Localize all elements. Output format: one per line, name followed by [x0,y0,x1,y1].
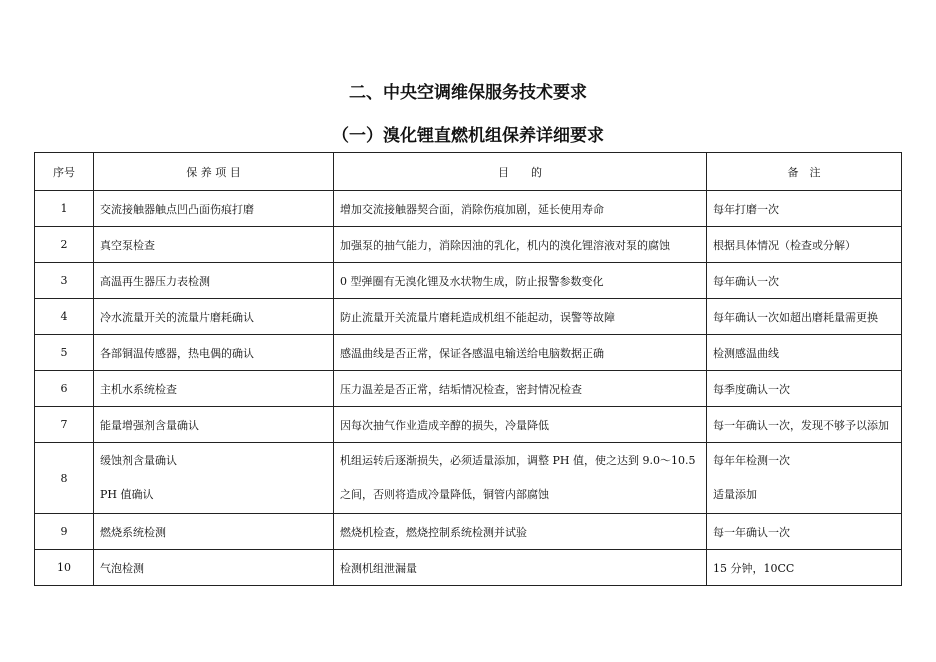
row-purpose-line: 机组运转后逐渐损失，必须适量添加，调整 PH 值，使之达到 9.0～10.5 [340,454,696,467]
table-row [35,407,902,443]
row-item: 能量增强剂含量确认 [94,407,334,443]
row-no: 9 [35,514,94,550]
row-item: 高温再生器压力表检测 [94,263,334,299]
row-purpose: 感温曲线是否正常，保证各感温电输送给电脑数据正确 [334,335,707,371]
row-no: 5 [35,335,94,371]
row-purpose: 0 型弹圈有无溴化锂及水状物生成，防止报警参数变化 [334,263,707,299]
row-purpose: 因每次抽气作业造成辛醇的损失，冷量降低 [334,407,707,443]
row-no: 8 [35,443,94,514]
table-row [35,227,902,263]
row-note: 每年打磨一次 [707,191,902,227]
row-note: 每年确认一次如超出磨耗量需更换 [707,299,902,335]
row-note: 每一年确认一次，发现不够予以添加 [707,407,902,443]
row-purpose: 防止流量开关流量片磨耗造成机组不能起动，误警等故障 [334,299,707,335]
row-item: 交流接触器触点凹凸面伤痕打磨 [94,191,334,227]
row-item [94,443,334,514]
header-item: 保 养 项 目 [94,153,334,191]
table-row [35,550,902,586]
row-no: 6 [35,371,94,407]
row-note: 检测感温曲线 [707,335,902,371]
header-purpose: 目 的 [334,153,707,191]
row-purpose: 加强泵的抽气能力，消除因油的乳化，机内的溴化锂溶液对泵的腐蚀 [334,227,707,263]
row-item-line: 缓蚀剂含量确认 [100,454,177,467]
row-note: 根据具体情况（检查或分解） [707,227,902,263]
row-note: 15 分钟，10CC [707,550,902,586]
subsection-title: （一）溴化锂直燃机组保养详细要求 [332,126,604,146]
row-purpose: 压力温差是否正常，结垢情况检查，密封情况检查 [334,371,707,407]
section-title: 二、中央空调维保服务技术要求 [349,83,587,103]
row-item: 真空泵检查 [94,227,334,263]
row-no: 10 [35,550,94,586]
row-no: 1 [35,191,94,227]
row-item: 主机水系统检查 [94,371,334,407]
row-purpose: 检测机组泄漏量 [334,550,707,586]
row-note-line: 适量添加 [713,488,757,501]
table-row [35,299,902,335]
row-note [707,443,902,514]
row-note: 每年确认一次 [707,263,902,299]
row-purpose-line: 之间，否则将造成冷量降低，铜管内部腐蚀 [340,488,549,501]
row-purpose: 燃烧机检查，燃烧控制系统检测并试验 [334,514,707,550]
table-row [35,443,902,514]
row-no: 7 [35,407,94,443]
row-no: 4 [35,299,94,335]
row-item: 各部铜温传感器，热电偶的确认 [94,335,334,371]
row-note: 每季度确认一次 [707,371,902,407]
header-note: 备 注 [707,153,902,191]
table-row [35,514,902,550]
row-no: 2 [35,227,94,263]
row-item: 气泡检测 [94,550,334,586]
row-item: 冷水流量开关的流量片磨耗确认 [94,299,334,335]
table-row [35,371,902,407]
row-note-line: 每年年检测一次 [713,454,790,467]
table-header-row [35,153,902,191]
row-item: 燃烧系统检测 [94,514,334,550]
header-no: 序号 [35,153,94,191]
table-row [35,263,902,299]
row-item-line: PH 值确认 [100,488,154,501]
row-note: 每一年确认一次 [707,514,902,550]
row-purpose: 增加交流接触器契合面，消除伤痕加剧，延长使用寿命 [334,191,707,227]
table-row [35,335,902,371]
table-row [35,191,902,227]
maintenance-table [34,152,902,586]
row-purpose [334,443,707,514]
row-no: 3 [35,263,94,299]
